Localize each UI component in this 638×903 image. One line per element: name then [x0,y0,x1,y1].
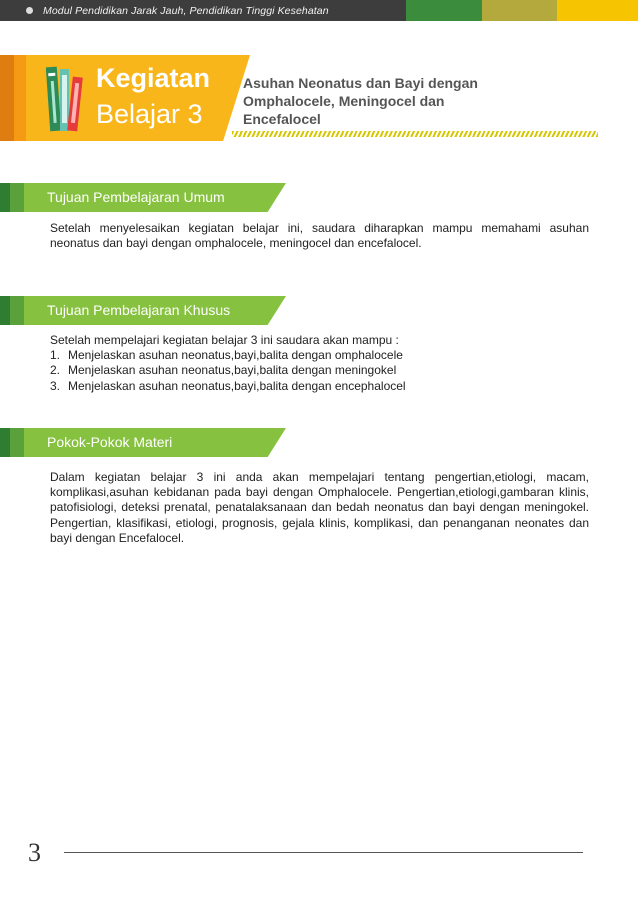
section-heading: Pokok-Pokok Materi [47,434,173,450]
bullet-dot-icon [26,7,33,14]
kegiatan-banner [0,55,250,141]
chapter-title [243,74,573,128]
page-number: 3 [28,838,41,867]
umum-paragraph: Setelah menyelesaikan kegiatan belajar ini, saudara diharapkan mampu memahami asuhan neonatus dan bayi dengan omphalocele, meningocel dan encefalocel. [50,221,589,251]
section-stripe-mid [10,428,24,457]
section-stripe-mid [10,296,24,325]
section-header-khusus [0,296,290,325]
list-text: Menjelaskan asuhan neonatus,bayi,balita dengan meningokel [68,363,397,378]
header-green-segment [406,0,482,21]
list-number: 1. [50,348,61,363]
materi-paragraph: Dalam kegiatan belajar 3 ini anda akan mempelajari tentang pengertian,etiologi, macam, komplikasi,asuhan kebidanan pada bayi dengan Omphalocele. Pengertian,etiologi,gambaran klinis, patofisiologi, deteksi prenatal, penatalaksanaan dan bedah neonatus dan bayi dengan meningokel. Pengertian, klasifikasi, etiologi, prognosis, gejala klinis, komplikasi, dan penanganan neonates dan bayi dengan Encefalocel. [50,470,589,545]
module-title: Modul Pendidikan Jarak Jauh, Pendidikan Tinggi Kesehatan [43,4,329,17]
top-header-bar [0,0,638,21]
chapter-title-line: Asuhan Neonatus dan Bayi dengan [243,75,478,91]
khusus-list [50,333,589,394]
list-text: Menjelaskan asuhan neonatus,bayi,balita dengan encephalocel [68,378,406,393]
list-number: 2. [50,363,61,378]
banner-stripe-mid [14,55,26,141]
section-heading: Tujuan Pembelajaran Khusus [47,302,231,318]
banner-kegiatan-label: Kegiatan [96,63,211,93]
list-item [50,348,589,363]
header-olive-segment [482,0,557,21]
section-heading: Tujuan Pembelajaran Umum [47,189,225,205]
hatched-divider [232,131,598,137]
section-stripe-mid [10,183,24,212]
section-stripe-dark [0,183,10,212]
section-stripe-dark [0,428,10,457]
books-icon [46,63,86,135]
footer-rule [64,852,583,853]
banner-stripe-dark [0,55,14,141]
chapter-title-line: Omphalocele, Meningocel dan [243,93,445,109]
section-header-materi [0,428,290,457]
section-stripe-dark [0,296,10,325]
banner-belajar-label: Belajar 3 [96,99,203,129]
header-yellow-segment [557,0,638,21]
list-item [50,363,589,378]
list-item [50,379,589,394]
chapter-title-line: Encefalocel [243,111,321,127]
list-number: 3. [50,378,61,393]
khusus-intro: Setelah mempelajari kegiatan belajar 3 ini saudara akan mampu : [50,333,399,347]
section-header-umum [0,183,290,212]
header-dark-segment [0,0,406,21]
list-text: Menjelaskan asuhan neonatus,bayi,balita dengan omphalocele [68,348,403,363]
